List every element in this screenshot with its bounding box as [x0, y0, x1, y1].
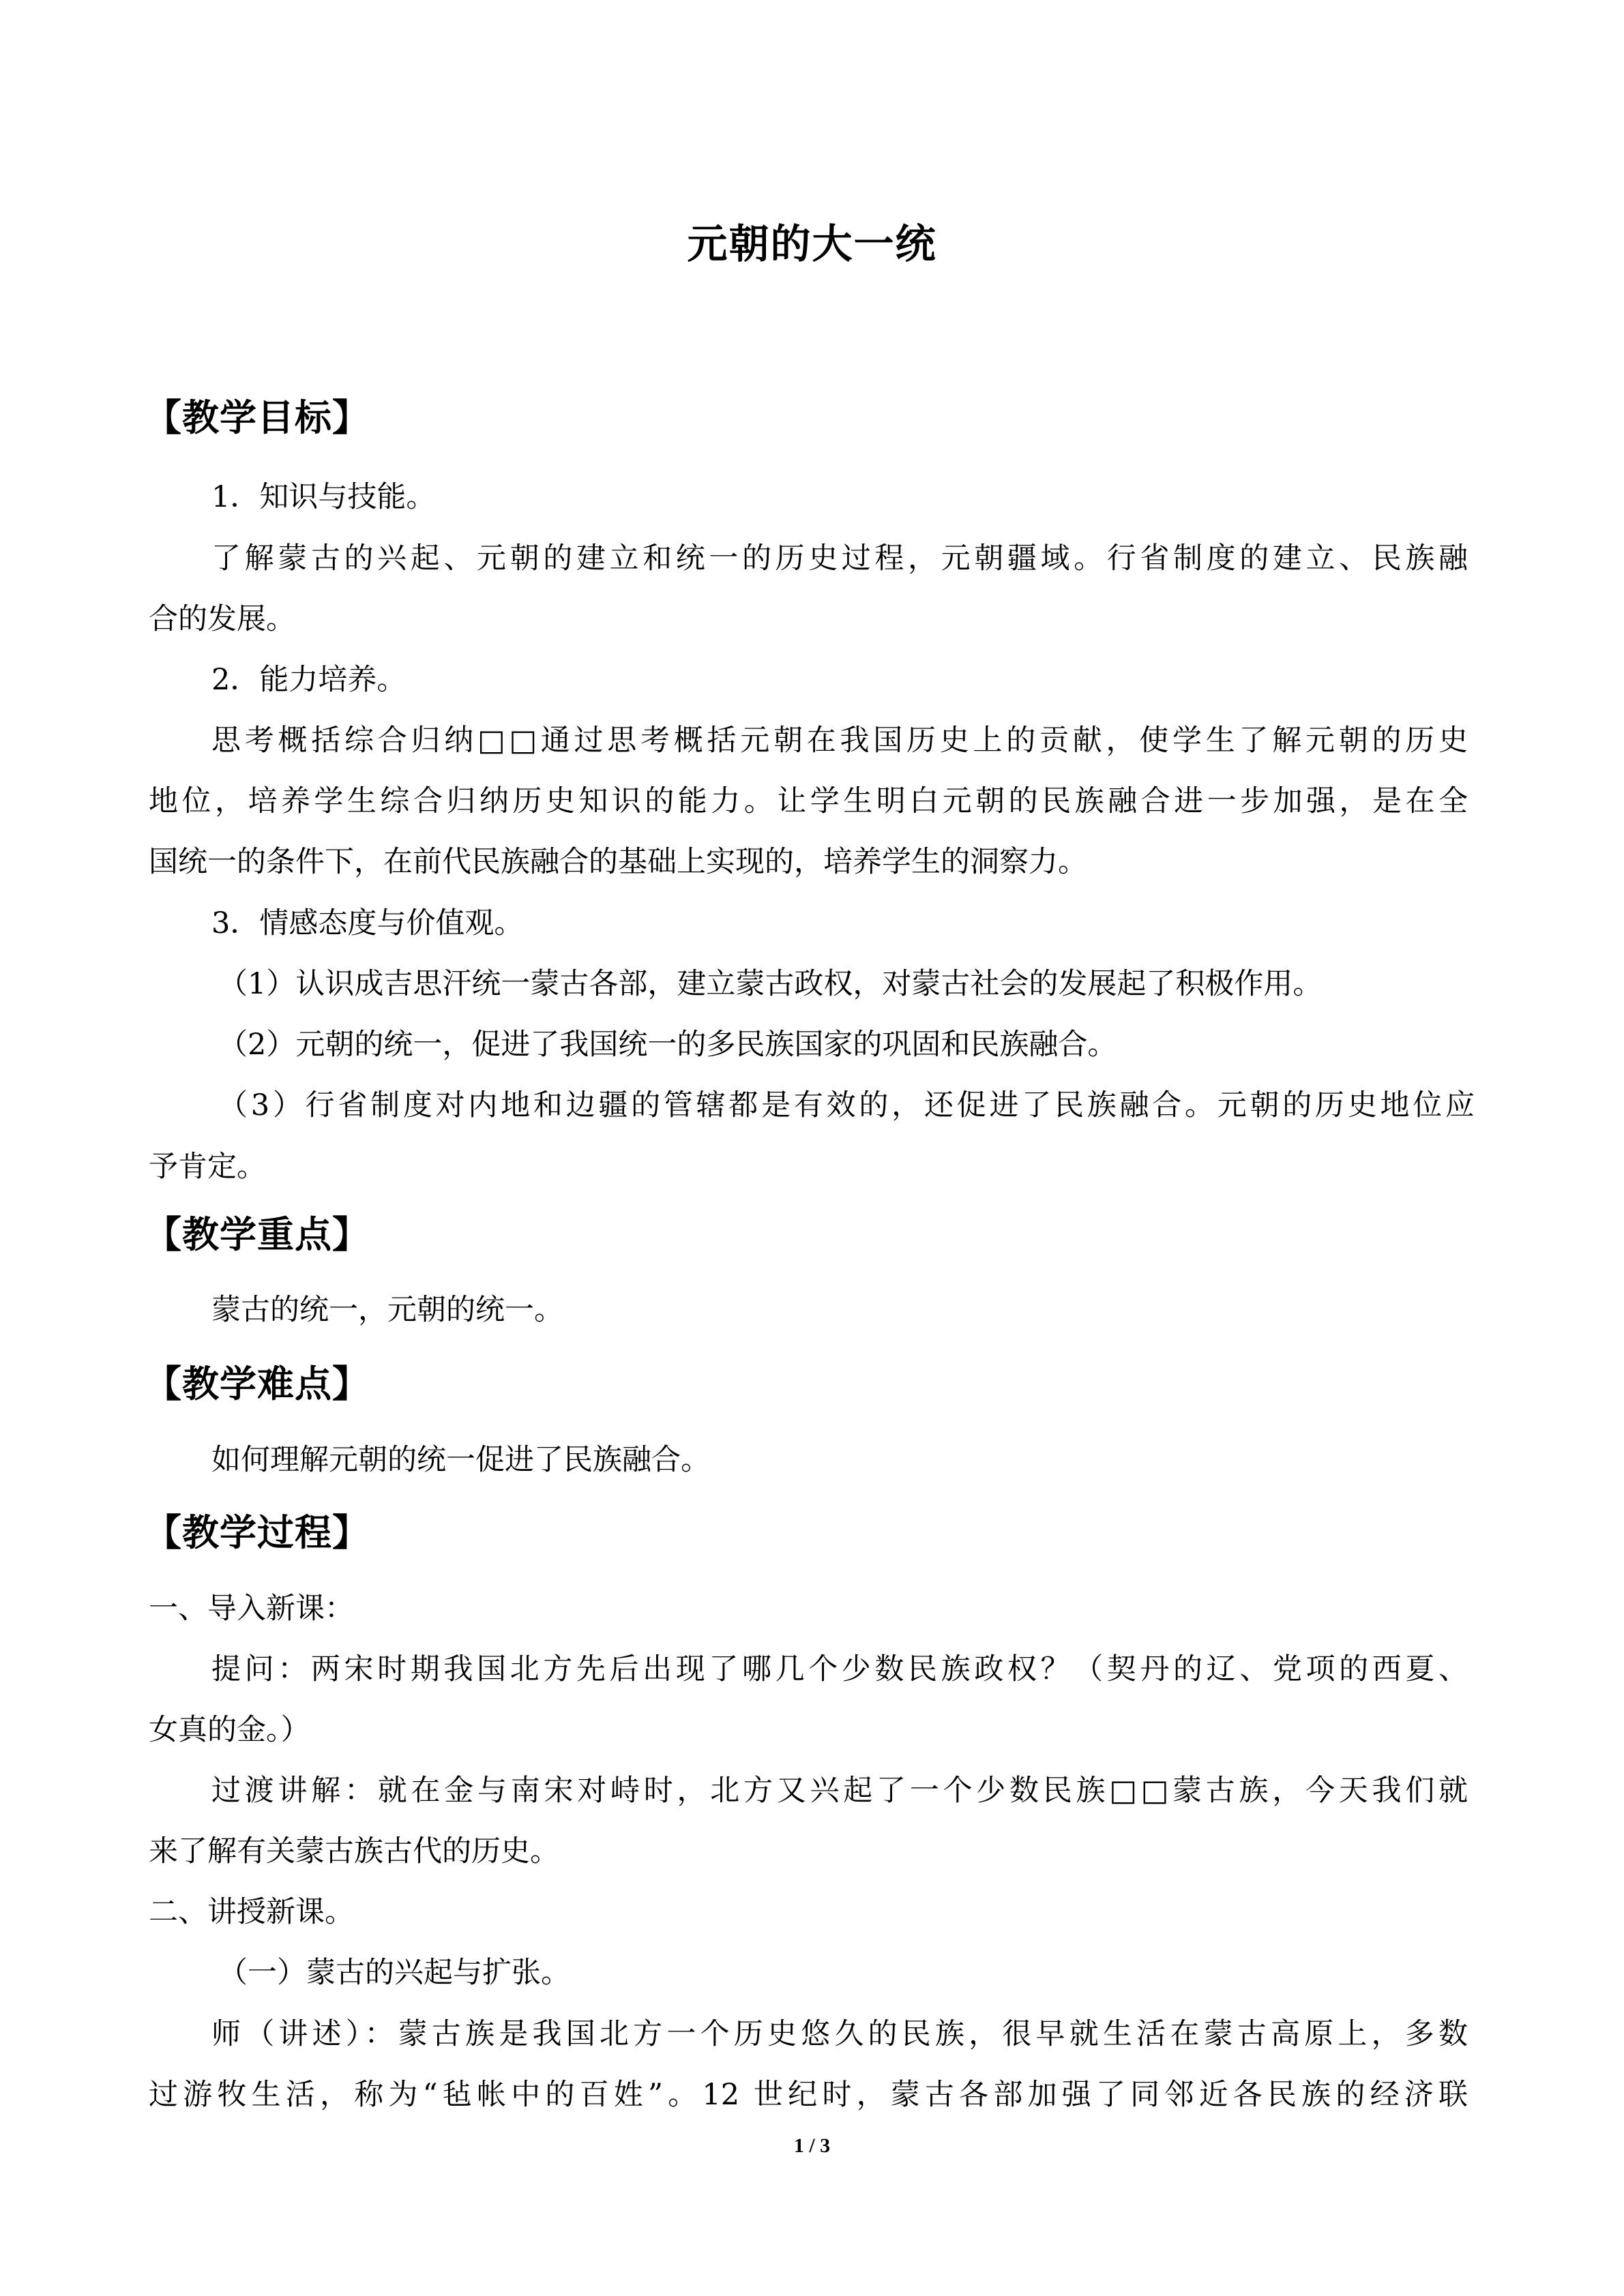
objective-item-2: 2．能力培养。	[211, 663, 407, 697]
section-heading-difficulties: 【教学难点】	[145, 1362, 370, 1405]
objective-item-3-sub-2: （2）元朝的统一，促进了我国统一的多民族国家的巩固和民族融合。	[218, 1028, 1117, 1062]
process-transition: 过渡讲解：就在金与南宋对峙时，北方又兴起了一个少数民族□□蒙古族，今天我们就	[211, 1774, 1468, 1808]
difficulties-text: 如何理解元朝的统一促进了民族融合。	[211, 1443, 710, 1477]
key-points-text: 蒙古的统一，元朝的统一。	[211, 1293, 563, 1327]
process-part-2: 二、讲授新课。	[149, 1895, 354, 1929]
process-lecture: 师（讲述）：蒙古族是我国北方一个历史悠久的民族，很早就生活在蒙古高原上，多数	[211, 2017, 1468, 2051]
objective-item-1-text: 了解蒙古的兴起、元朝的建立和统一的历史过程，元朝疆域。行省制度的建立、民族融	[211, 541, 1468, 576]
objective-item-2-text-cont: 国统一的条件下，在前代民族融合的基础上实现的，培养学生的洞察力。	[149, 845, 1087, 879]
page-number: 1 / 3	[793, 2134, 831, 2157]
objective-item-3: 3．情感态度与价值观。	[211, 906, 524, 940]
objective-item-3-sub-3-cont: 予肯定。	[149, 1150, 266, 1184]
process-lecture-cont: 过游牧生活，称为“毡帐中的百姓”。12 世纪时，蒙古各部加强了同邻近各民族的经济联	[149, 2078, 1468, 2112]
objective-item-3-sub-3: （3）行省制度对内地和边疆的管辖都是有效的，还促进了民族融合。元朝的历史地位应	[218, 1088, 1475, 1122]
process-question: 提问：两宋时期我国北方先后出现了哪几个少数民族政权？（契丹的辽、党项的西夏、	[211, 1652, 1468, 1686]
objective-item-1-text-cont: 合的发展。	[149, 602, 295, 636]
process-transition-cont: 来了解有关蒙古族古代的历史。	[149, 1834, 559, 1868]
section-heading-process: 【教学过程】	[145, 1511, 370, 1554]
objective-item-2-text-cont: 地位，培养学生综合归纳历史知识的能力。让学生明白元朝的民族融合进一步加强，是在全	[149, 784, 1468, 818]
section-heading-objectives: 【教学目标】	[145, 396, 370, 439]
document-title: 元朝的大一统	[687, 220, 937, 267]
objective-item-3-sub-1: （1）认识成吉思汗统一蒙古各部，建立蒙古政权，对蒙古社会的发展起了积极作用。	[218, 967, 1323, 1001]
objective-item-2-text: 思考概括综合归纳□□通过思考概括元朝在我国历史上的贡献，使学生了解元朝的历史	[211, 724, 1468, 758]
process-question-cont: 女真的金。）	[149, 1713, 310, 1747]
process-subsection-1: （一）蒙古的兴起与扩张。	[218, 1956, 570, 1990]
process-part-1: 一、导入新课：	[149, 1592, 354, 1626]
objective-item-1: 1．知识与技能。	[211, 480, 436, 514]
section-heading-key-points: 【教学重点】	[145, 1213, 370, 1256]
